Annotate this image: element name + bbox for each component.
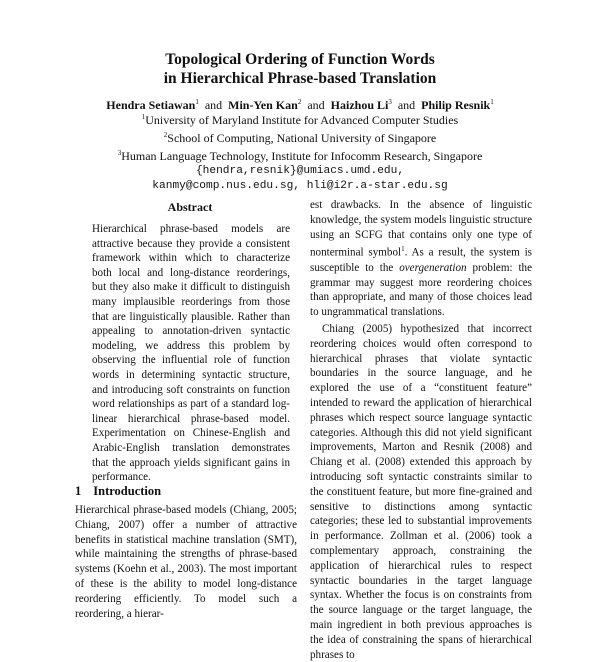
author-name: Philip Resnik [421,98,491,112]
footnote-mark[interactable]: 1 [401,245,405,254]
author-name: Haizhou Li [330,98,389,112]
introduction-text: Hierarchical phrase-based models (Chiang, 2005; Chiang, 2007) offer a number of attractive benefits in statistical machine translation (SMT), while maintaining the strengths of phrase-based systems (Koehn et al., 2003). The most important of these is the ability to model long-distance reordering efficiently. To model such a reordering, a hierar- [75,504,297,620]
introduction-body [75,503,297,621]
abstract-body [92,222,290,485]
paragraph [310,198,532,320]
emphasis-text: overgeneration [399,261,467,274]
affiliation-mark: 1 [141,113,146,121]
email-line-1[interactable]: {hendra,resnik}@umiacs.umd.edu, [195,165,405,177]
affiliation-line [0,110,600,128]
affiliation-text: University of Maryland Institute for Advanced Computer Studies [145,113,459,127]
author-name: Min-Yen Kan [228,98,298,112]
title-line-2: in Hierarchical Phrase-based Translation [163,70,437,87]
author-mark: 1 [195,98,199,106]
affiliation-mark: 2 [163,131,168,139]
paragraph-text: est drawbacks. In the absence of linguistic knowledge, the system models linguistic structure using an SCFG that contains only one type of nonterminal symbol [310,199,532,260]
author-mark: 3 [388,98,392,106]
author-mark: 2 [297,98,302,106]
title-line-1: Topological Ordering of Function Words [165,51,435,68]
author-name: Hendra Setiawan [106,98,196,112]
section-number: 1 [75,484,82,498]
affiliation-line [0,128,600,146]
and-word: and [397,98,416,112]
paragraph: Chiang (2005) hypothesized that incorrect reordering choices would often correspond to hierarchical phrases that violate syntactic boundaries in the source language, and he explored the use of a “constituent feature” intended to reward the application of hierarchical phrases which respect source language syntactic categories. Although this did not yield significant improvements, Marton and Resnik (2008) and Chiang et al. (2008) extended this approach by introducing soft syntactic constraints similar to the constituent feature, but more fine-grained and sensitive to distinctions among syntactic categories; these led to substantial improvements in performance. Zollman et al. (2006) took a complementary approach, constraining the application of hierarchical rules to respect syntactic boundaries in the target language syntax. Whether the focus is on constraints from the source language or the target language, the main ingredient in both previous approaches is the idea of constraining the spans of hierarchical phrases to [310,323,532,661]
paragraph-text: . As a result, the system is susceptible to the [310,247,532,274]
email-line-2[interactable]: kanmy@comp.nus.edu.sg, hli@i2r.a-star.edu.sg [152,180,448,192]
abstract-heading: Abstract [167,200,213,214]
abstract-text: Hierarchical phrase-based models are attractive because they provide a consistent framework within which to characterize both local and long-distance reorderings, but they also make it difficult to distinguish many implausible reorderings from those that are linguistically plausible. Rather than appealing to annotation-driven syntactic modeling, we address this problem by observing the influential role of function words in determining syntactic structure, and introducing soft constraints on function word relationships as part of a standard log-linear hierarchical phrase-based model. Experimentation on Chinese-English and Arabic-English translation demonstrates that the approach yields significant gains in performance. [92,223,290,484]
affiliation-mark: 3 [117,149,122,157]
affiliation-line [0,146,600,164]
right-column [310,198,532,662]
and-word: and [307,98,325,112]
paragraph-text: problem: the grammar may suggest more reordering choices than appropriate, and many of those choices lead to ungrammatical translations. [310,261,532,319]
section-heading [75,484,173,499]
affiliation-text: Human Language Technology, Institute for Infocomm Research, Singapore [121,149,483,163]
and-word: and [204,98,223,112]
affiliations [0,110,600,194]
affiliation-text: School of Computing, National University of Singapore [167,131,437,145]
author-mark: 1 [490,98,494,106]
paper-title [0,50,600,88]
section-title: Introduction [93,484,162,498]
